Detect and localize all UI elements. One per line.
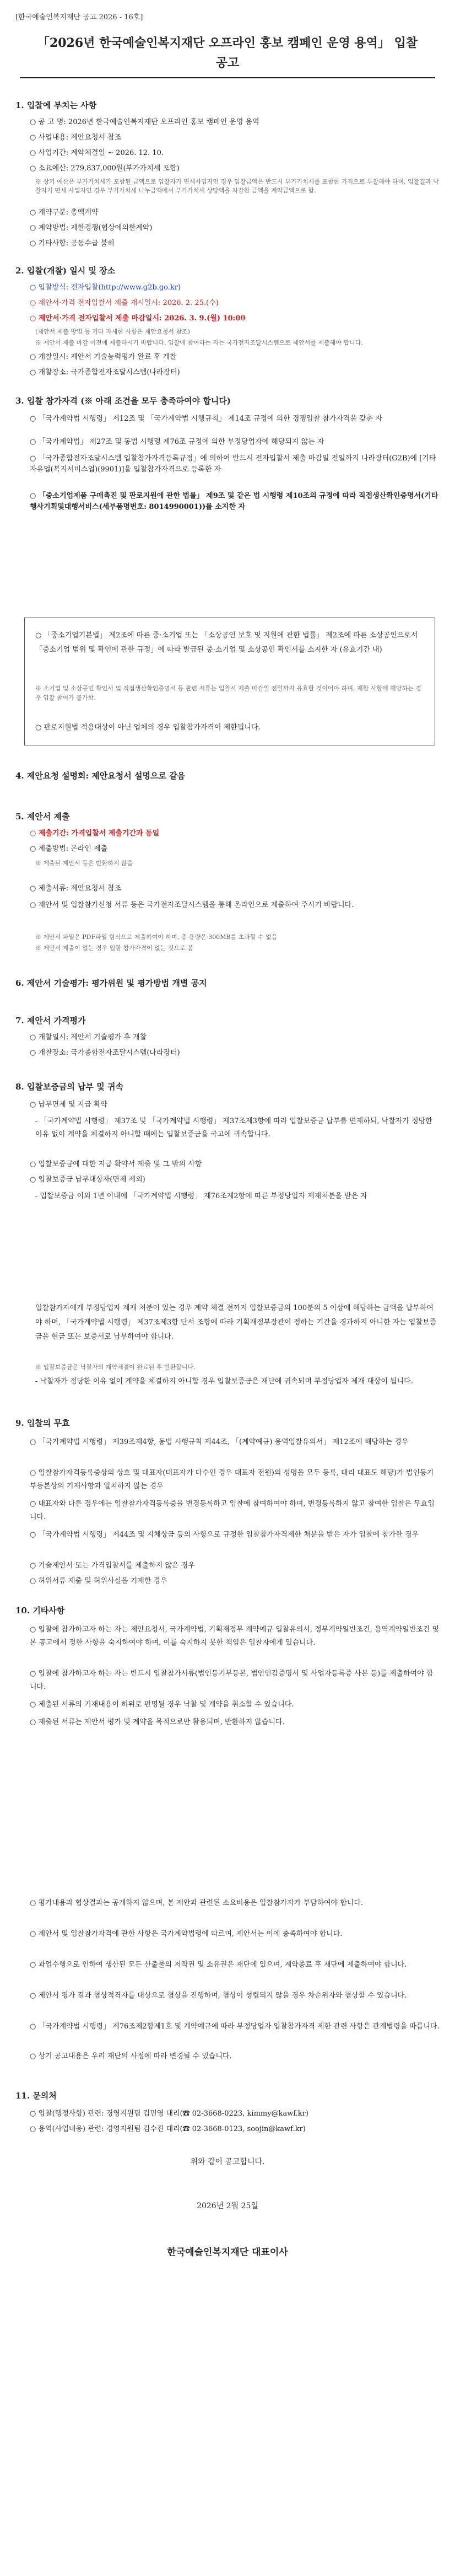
s8-item: ○ 입찰보증금에 대한 지급 확약서 제출 및 그 밖의 사항 bbox=[30, 1160, 202, 1168]
s8-note: ※ 입찰보증금은 낙찰자의 계약체결이 완료된 후 반환합니다. bbox=[35, 1364, 196, 1371]
s2-item: ○ 개찰일시: 제안서 기술능력평가 완료 후 개찰 bbox=[30, 353, 177, 361]
s2-item: ○ 제안서·가격 전자입찰서 제출 개시일시: 2026. 2. 25.(수) bbox=[30, 299, 219, 307]
s1-item: ○ 소요예산: 279,837,000원(부가가치세 포함) bbox=[30, 164, 180, 173]
s5-note: ※ 제안서 제출이 없는 경우 입찰 참가자격이 없는 것으로 봄 bbox=[35, 944, 193, 952]
section-9-heading: 9. 입찰의 무효 bbox=[15, 1418, 70, 1428]
s5-item: ○ 제출서류: 제안요청서 참조 bbox=[30, 884, 122, 893]
s10-item: ○ 상기 공고내용은 우리 재단의 사정에 따라 변경될 수 있습니다. bbox=[30, 2052, 232, 2060]
s9-item: ○ 「국가계약법 시행령」 제44조 및 지체상금 등의 사항으로 규정한 입찰참가자격제한 처분을 받은 자가 입찰에 참가한 경우 bbox=[30, 1531, 419, 1539]
s5-item: ○ 제출방법: 온라인 제출 bbox=[30, 845, 108, 853]
section-8-heading: 8. 입찰보증금의 납부 및 귀속 bbox=[15, 1082, 123, 1092]
s1-item: ○ 기타사항: 공동수급 불허 bbox=[30, 239, 115, 248]
s3-box-item: ○ 「중소기업기본법」 제2조에 따른 중·소기업 또는 「소상공인 보호 및 지원에 관한 법률」 제2조에 따른 소상공인으로서 「중소기업 범위 및 확인에 관한 규정」에 따라 발급된 중·소기업 및 소상공인 확인서를 소지한 자 (유효기간 내) bbox=[35, 631, 418, 654]
page-title bbox=[15, 33, 440, 73]
notice-date: 2026년 2월 25일 bbox=[197, 2202, 258, 2210]
s7-item: ○ 개찰일시: 제안서 기술평가 후 개찰 bbox=[30, 1033, 147, 1042]
s3-box-note: ※ 소기업 및 소상공인 확인서 및 직접생산확인증명서 등 관련 서류는 입찰서 제출 마감일 전일까지 유효한 것이어야 하며, 제한 사항에 해당하는 경우 입찰 참여가 불가함. bbox=[35, 685, 421, 701]
title-divider bbox=[20, 77, 435, 78]
s7-item: ○ 개찰장소: 국가종합전자조달시스템(나라장터) bbox=[30, 1049, 180, 1057]
s10-item: ○ 제출된 서류는 제안서 평가 및 계약을 목적으로만 활용되며, 반환하지 않습니다. bbox=[30, 1718, 285, 1726]
s3-box-item: ○ 판로지원법 적용대상이 아닌 업체의 경우 입찰참가자격이 제한됩니다. bbox=[35, 723, 261, 732]
s9-item: ○ 허위서류 제출 및 허위사실을 기재한 경우 bbox=[30, 1577, 167, 1585]
title-line-2: 공고 bbox=[215, 56, 240, 70]
s3-item: ○ 「국가계약법 시행령」 제12조 및 「국가계약법 시행규칙」 제14조 규정에 의한 경쟁입찰 참가자격을 갖춘 자 bbox=[30, 415, 382, 423]
s8-extra: 입찰참가자에게 부정당업자 제재 처분이 있는 경우 계약 체결 전까지 입찰보증금의 100분의 5 이상에 해당하는 금액을 납부하여야 하며, 「국가계약법 시행령」 제37조제3항 단서 조항에 따라 기획재정부장관이 정하는 기간을 경과하지 아니한 자는 입찰보증금을 현금 또는 보증서로 납부하여야 합니다. bbox=[35, 1304, 437, 1341]
contact-item: ○ 입찰(행정사항) 관련: 경영지원팀 김민영 대리(☎ 02-3668-0223, kimmy@kawf.kr) bbox=[30, 2110, 308, 2118]
section-1-heading: 1. 입찰에 부치는 사항 bbox=[15, 100, 97, 110]
s8-item: ○ 납부면제 및 지급 확약 bbox=[30, 1101, 107, 1109]
s2-note: ※ 제안서 제출 마감 이전에 제출하시기 바랍니다. 입찰에 참여하는 자는 국가전자조달시스템으로 제안서를 제출해야 합니다. bbox=[35, 339, 363, 346]
contact-item: ○ 용역(사업내용) 관련: 경영지원팀 김수진 대리(☎ 02-3668-0123, soojin@kawf.kr) bbox=[30, 2125, 306, 2133]
s8-extra: - 낙찰자가 정당한 이유 없이 계약을 체결하지 아니할 경우 입찰보증금은 재단에 귀속되며 부정당업자 제재 대상이 됩니다. bbox=[35, 1377, 413, 1386]
section-11-heading: 11. 문의처 bbox=[15, 2091, 57, 2101]
s9-item: ○ 「국가계약법 시행령」 제39조제4항, 동법 시행규칙 제44조, 「(계약예규) 용역입찰유의서」 제12조에 해당하는 경우 bbox=[30, 1438, 409, 1446]
s1-item: ○ 사업내용: 제안요청서 참조 bbox=[30, 133, 122, 142]
s10-item: ○ 입찰에 참가하고자 하는 자는 제안요청서, 국가계약법, 기획재정부 계약예규 입찰유의서, 정부계약일반조건, 용역계약일반조건 및 본 공고에서 정한 사항을 숙지하여야 하며, 이를 숙지하지 못한 책임은 입찰자에게 있습니다. bbox=[30, 1625, 440, 1647]
s2-note: (제안서 제출 방법 등 기타 자세한 사항은 제안요청서 참조) bbox=[35, 328, 190, 335]
s8-item: - 「국가계약법 시행령」 제37조 및 「국가계약법 시행령」 제37조제3항에 따라 입찰보증금 납부를 면제하되, 낙찰자가 정당한 이유 없이 계약을 체결하지 아니할 때에는 입찰보증금을 국고에 귀속합니다. bbox=[35, 1117, 432, 1139]
s10-item: ○ 과업수행으로 인하여 생산된 모든 산출물의 저작권 및 소유권은 재단에 있으며, 계약종료 후 재단에 제출하여야 합니다. bbox=[30, 1961, 407, 1969]
s2-item: ○ 개찰장소: 국가종합전자조달시스템(나라장터) bbox=[30, 368, 180, 377]
s1-note: ※ 상기 예산은 부가가치세가 포함된 금액으로 입찰자가 면세사업자인 경우 입찰금액은 반드시 부가가치세를 포함한 가격으로 투찰해야 하며, 입찰결과 낙찰자가 면세 사업자인 경우 부가가치세 나누금액에서 부가가치세 상당액을 차감한 금액을 계약금액으로 함. bbox=[35, 178, 439, 194]
s5-item: ○ 제안서 및 입찰참가신청 서류 등은 국가전자조달시스템을 통해 온라인으로 제출하여 주시기 바랍니다. bbox=[30, 901, 354, 909]
s3-item: ○ 「국가계약법」 제27조 및 동법 시행령 제76조 규정에 의한 부정당업자에 해당되지 않는 자 bbox=[30, 438, 324, 446]
s5-item: ○ 제출기간: 가격입찰서 제출기간과 동일 bbox=[30, 829, 160, 838]
s1-item: ○ 공 고 명: 2026년 한국예술인복지재단 오프라인 홍보 캠페인 운영 용역 bbox=[30, 118, 259, 126]
title-line-1: 「2026년 한국예술인복지재단 오프라인 홍보 캠페인 운영 용역」 입찰 bbox=[37, 36, 418, 50]
s2-item: ○ 입찰방식: 전자입찰(http://www.g2b.go.kr) bbox=[30, 283, 181, 292]
section-10-heading: 10. 기타사항 bbox=[15, 1606, 65, 1616]
s10-item: ○ 평가내용과 협상결과는 공개하지 않으며, 본 제안과 관련된 소요비용은 입찰참가자가 부담하여야 합니다. bbox=[30, 1899, 364, 1907]
s10-item: ○ 제출된 서류의 기재내용이 허위로 판명될 경우 낙찰 및 계약을 취소할 수 있습니다. bbox=[30, 1700, 294, 1709]
s1-item: ○ 계약구분: 총액계약 bbox=[30, 208, 99, 217]
s10-item: ○ 「국가계약법 시행령」 제76조제2항제1호 및 계약예규에 따라 부정당업자 입찰참가자격 제한 관련 사항은 관계법령을 따릅니다. bbox=[30, 2022, 440, 2031]
s3-item: ○ 「국가종합전자조달시스템 입찰참가자격등록규정」에 의하여 반드시 전자입찰서 제출 마감일 전일까지 나라장터(G2B)에 [기타자유업(복지서비스업)(9901)]을 입찰참가자격으로 등록한 자 bbox=[30, 454, 436, 474]
section-5-heading: 5. 제안서 제출 bbox=[15, 812, 70, 822]
s9-item: ○ 입찰참가자격등록증상의 상호 및 대표자(대표자가 다수인 경우 대표자 전원)의 성명을 모두 등록, 대리 대표도 해당)가 법인등기부등본상의 기재사항과 일치하지 않는 경우 bbox=[30, 1469, 434, 1490]
s5-note: ※ 제안서 파일은 PDF파일 형식으로 제출하여야 하며, 총 용량은 300MB를 초과할 수 없음 bbox=[35, 933, 278, 941]
section-3-heading: 3. 입찰 참가자격 (※ 아래 조건을 모두 충족하여야 합니다) bbox=[15, 396, 231, 406]
issuing-organization: 한국예술인복지재단 대표이사 bbox=[167, 2247, 288, 2258]
section-7-heading: 7. 제안서 가격평가 bbox=[15, 1016, 86, 1026]
s1-item: ○ 계약방법: 제한경쟁(협상에의한계약) bbox=[30, 224, 153, 232]
section-2-heading: 2. 입찰(개찰) 일시 및 장소 bbox=[15, 266, 116, 276]
s8-item: - 입찰보증금 이외 1년 이내에 「국가계약법 시행령」 제76조제2항에 따른 부정당업자 제재처분을 받은 자 bbox=[35, 1192, 367, 1200]
s8-item: ○ 입찰보증금 납부대상자(면제 제외) bbox=[30, 1176, 145, 1184]
notice-number: [한국예술인복지재단 공고 2026 - 16호] bbox=[15, 13, 143, 22]
s3-item: ○ 「중소기업제품 구매촉진 및 판로지원에 관한 법률」 제9조 및 같은 법 시행령 제10조의 규정에 따라 직접생산확인증명서(기타행사기획및대행서비스(세부품명번호: 8014990001))를 소지한 자 bbox=[30, 492, 438, 511]
s1-item: ○ 사업기간: 계약체결일 ~ 2026. 12. 10. bbox=[30, 149, 164, 157]
section-6-heading: 6. 제안서 기술평가: 평가위원 및 평가방법 개별 공지 bbox=[15, 978, 207, 988]
s2-item: ○ 제안서·가격 전자입찰서 제출 마감일시: 2026. 3. 9.(월) 10:00 bbox=[30, 314, 246, 323]
s10-item: ○ 입찰에 참가하고자 하는 자는 반드시 입찰참가서류(법인등기부등본, 법인인감증명서 및 사업자등록증 사본 등)를 제출하여야 합니다. bbox=[30, 1670, 434, 1691]
s9-item: ○ 대표자와 다른 경우에는 입찰참가자격등록증을 변경등록하고 입찰에 참여하여야 하며, 변경등록하지 않고 참여한 입찰은 무효입니다. bbox=[30, 1500, 435, 1521]
s9-item: ○ 기술제안서 또는 가격입찰서를 제출하지 않은 경우 bbox=[30, 1561, 195, 1570]
s10-item: ○ 제안서 및 입찰참가자격에 관한 사항은 국가계약법령에 따르며, 제안서는 이에 충족하여야 합니다. bbox=[30, 1930, 343, 1938]
section-4-heading: 4. 제안요청 설명회: 제안요청서 설명으로 갈음 bbox=[15, 771, 186, 781]
s10-item: ○ 제안서 평가 결과 협상적격자를 대상으로 협상을 진행하며, 협상이 성립되지 않을 경우 차순위자와 협상할 수 있습니다. bbox=[30, 1992, 407, 2000]
closing-text: 위와 같이 공고합니다. bbox=[190, 2158, 265, 2166]
s5-note: ※ 제출된 제안서 등은 반환하지 않음 bbox=[35, 860, 133, 867]
